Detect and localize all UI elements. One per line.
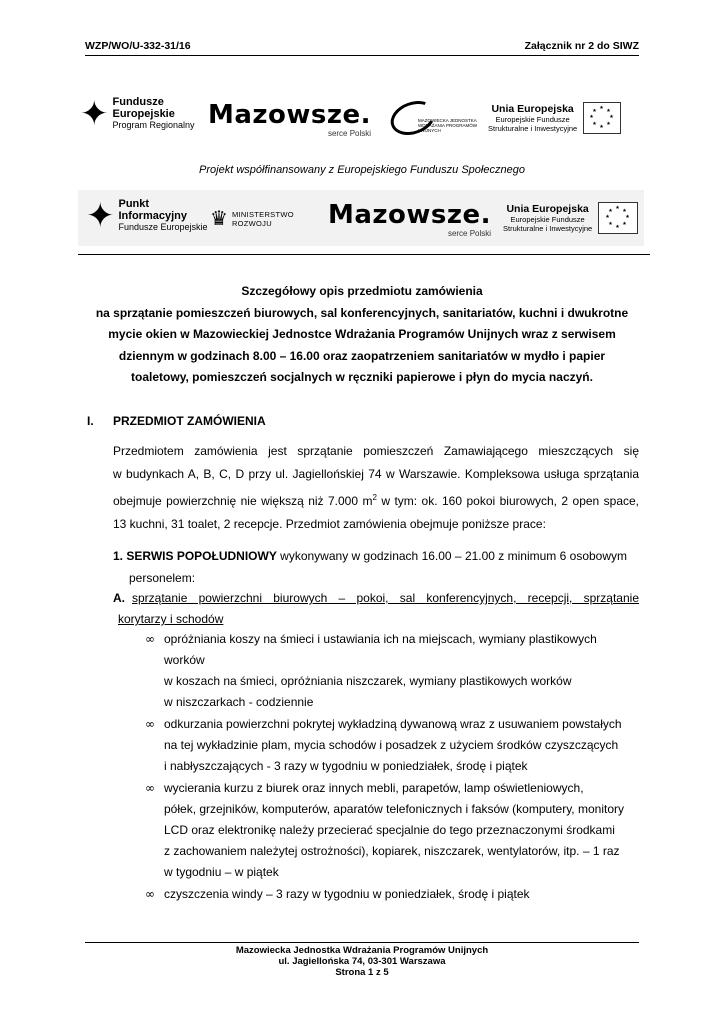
unia-europejska-logo-2: Unia Europejska Europejskie Fundusze Strukturalne i Inwestycyjne ★ ★ ★ ★ ★ ★ ★ ★ xyxy=(503,202,638,234)
bullet-icon: ∞ xyxy=(145,632,155,646)
section-heading: I. PRZEDMIOT ZAMÓWIENIA xyxy=(87,414,266,428)
bullet-icon: ∞ xyxy=(145,887,155,901)
fe-star-icon: ✦ xyxy=(80,94,109,133)
list-item: ∞ odkurzania powierzchni pokrytej wykładziną dywanową wraz z usuwaniem powstałych na tej wykładzinie plam, mycia schodów i posadzek z użyciem środków czyszczących i nabłyszczających - 3 razy w tygodniu w poniedziałek, środę i piątek xyxy=(145,714,639,777)
mazowsze-logo: Mazowsze. serce Polski xyxy=(208,100,372,138)
list-item: ∞ wycierania kurzu z biurek oraz innych mebli, parapetów, lamp oświetleniowych, półek, grzejników, komputerów, aparatów telefonicznych i faksów (komputery, monitory LCD oraz elektronikę należy przecierać specjalnie do tego przeznaczonymi środkami z zachowaniem należytej ostrożności), kopiarek, niszczarek, wentylatorów, itp. – 1 raz w tygodniu – w piątek xyxy=(145,778,639,883)
logo-row-top xyxy=(78,88,644,148)
intro-paragraph: Przedmiotem zamówienia jest sprzątanie pomieszczeń Zamawiającego mieszczących się w budynkach A, B, C, D przy ul. Jagiellońskiej 74 w Warszawie. Kompleksowa usługa sprzątania obejmuje powierzchnię nie większą niż 7.000 $m^2$ w tym: ok. 160 pokoi biurowych, 2 open space, 13 kuchni, 31 toalet, 2 recepcje. Przedmiot zamówienia obejmuje poniższe prace: xyxy=(113,444,640,531)
page-header xyxy=(85,40,639,56)
page-footer: Mazowiecka Jednostka Wdrażania Programów Unijnych ul. Jagiellońska 74, 03-301 Warszawa Strona 1 z 5 xyxy=(0,945,724,978)
mjwpu-emblem-icon xyxy=(386,95,440,141)
logo-row-bottom xyxy=(78,190,644,246)
eu-flag-icon: ★ ★ ★ ★ ★ ★ ★ ★ xyxy=(583,102,621,134)
eagle-emblem-icon: ♛ xyxy=(210,208,228,230)
mazowsze-logo-2: Mazowsze. serce Polski xyxy=(328,200,492,238)
footer-divider xyxy=(85,942,639,943)
sub-item-a: A. sprzątanie powierzchni biurowych – pokoi, sal konferencyjnych, recepcji, sprzątanie korytarzy i schodów xyxy=(113,591,639,626)
list-item-service-afternoon: 1. SERWIS POPOŁUDNIOWY wykonywany w godzinach 16.00 – 21.00 z minimum 6 osobowym personelem: xyxy=(113,549,628,585)
bullet-icon: ∞ xyxy=(145,781,155,795)
punkt-informacyjny-logo: ✦ Punkt Informacyjny Fundusze Europejskie xyxy=(86,196,208,235)
list-item: ∞ opróżniania koszy na śmieci i ustawiania ich na miejscach, wymiany plastikowych worków w koszach na śmieci, opróżniania niszczarek, wymiany plastikowych worków w niszczarkach - codziennie xyxy=(145,629,639,713)
pi-star-icon: ✦ xyxy=(86,196,115,235)
bullet-icon: ∞ xyxy=(145,717,155,731)
eu-flag-icon-2: ★ ★ ★ ★ ★ ★ ★ ★ xyxy=(598,202,638,234)
project-cofinancing-note: Projekt współfinansowany z Europejskiego Funduszu Społecznego xyxy=(199,164,525,176)
document-reference: WZP/WO/U-332-31/16 xyxy=(85,40,191,52)
page-number: Strona 1 z 5 xyxy=(335,967,389,978)
unia-europejska-logo: Unia Europejska Europejskie Fundusze Strukturalne i Inwestycyjne ★ ★ ★ ★ ★ ★ ★ ★ xyxy=(488,102,621,134)
logo-divider xyxy=(78,254,650,255)
task-bullet-list xyxy=(145,629,639,906)
fundusze-europejskie-logo: ✦ Fundusze Europejskie Program Regionalny xyxy=(80,94,195,133)
attachment-label: Załącznik nr 2 do SIWZ xyxy=(524,40,639,52)
document-title: Szczegółowy opis przedmiotu zamówienia na sprzątanie pomieszczeń biurowych, sal konferencyjnych, sanitariatów, kuchni i dwukrotne mycie okien w Mazowieckiej Jednostce Wdrażania Programów Unijnych wraz z serwisem dziennym w godzinach 8.00 – 16.00 oraz zaopatrzeniem sanitariatów w mydło i papier toaletowy, pomieszczeń socjalnych w ręczniki papierowe i płyn do mycia naczyń. xyxy=(95,284,629,384)
mjwpu-logo: MAZOWIECKA JEDNOSTKA WDRAŻANIA PROGRAMÓW UNIJNYCH xyxy=(390,102,478,134)
list-item: ∞ czyszczenia windy – 3 razy w tygodniu w poniedziałek, środę i piątek xyxy=(145,884,639,905)
ministerstwo-rozwoju-logo: ♛ MINISTERSTWO ROZWOJU xyxy=(210,208,294,230)
